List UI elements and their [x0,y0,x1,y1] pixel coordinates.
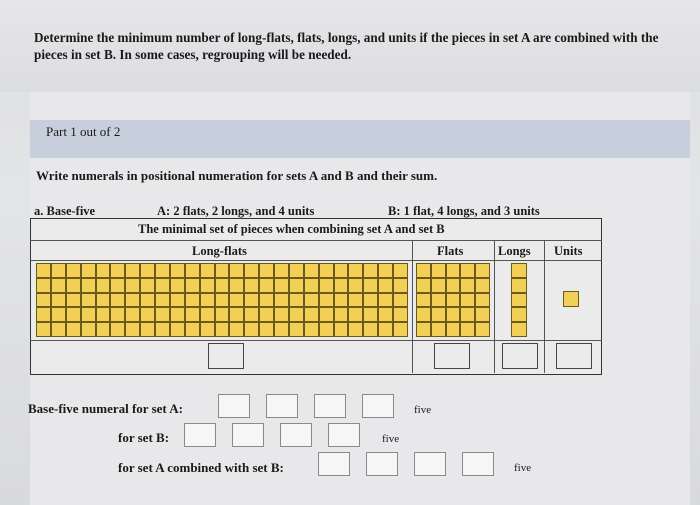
set-a-digit-1[interactable] [218,394,250,418]
column-header-units: Units [554,244,583,258]
sum-numeral-label: for set A combined with set B: [118,460,284,475]
table-caption: The minimal set of pieces when combining set A and set B [138,222,445,236]
set-a-numeral-label: Base-five numeral for set A: [28,401,184,416]
set-b-digit-2[interactable] [232,423,264,447]
set-b-digit-3[interactable] [280,423,312,447]
sum-base-subscript: five [514,462,532,474]
table-divider [494,240,495,373]
flat-block [416,263,490,337]
sum-digit-3[interactable] [414,452,446,476]
units-count-box[interactable] [556,343,592,369]
flats-count-box[interactable] [434,343,470,369]
long-block [511,263,527,337]
sum-digit-1[interactable] [318,452,350,476]
long-flats-count-box[interactable] [208,343,244,369]
table-divider [30,260,602,261]
table-divider [30,340,602,341]
problem-prompt: Determine the minimum number of long-flats, flats, longs, and units if the pieces in set A are combined with the pieces in set B. In some cases, regrouping will be needed. [34,30,659,62]
set-b-digit-1[interactable] [184,423,216,447]
column-header-flats: Flats [437,244,464,258]
set-a-digit-3[interactable] [314,394,346,418]
set-a-base-subscript: five [414,404,432,416]
column-header-long-flats: Long-flats [192,244,247,258]
set-b-digit-4[interactable] [328,423,360,447]
table-divider [30,240,602,241]
set-b-description: B: 1 flat, 4 longs, and 3 units [388,204,540,218]
set-a-digit-2[interactable] [266,394,298,418]
set-a-description: A: 2 flats, 2 longs, and 4 units [157,204,315,218]
sum-digit-4[interactable] [462,452,494,476]
instruction-text: Write numerals in positional numeration for sets A and B and their sum. [36,168,438,183]
longs-count-box[interactable] [502,343,538,369]
column-header-longs: Longs [498,244,531,258]
set-a-digit-4[interactable] [362,394,394,418]
sum-digit-2[interactable] [366,452,398,476]
part-header-bar [30,120,690,158]
table-divider [412,240,413,373]
set-b-base-subscript: five [382,433,400,445]
set-b-numeral-label: for set B: [118,430,170,445]
unit-block [563,291,579,307]
long-flat-block [36,263,408,337]
table-divider [544,240,545,373]
part-label: Part 1 out of 2 [46,124,121,139]
base-label: a. Base-five [34,204,96,218]
